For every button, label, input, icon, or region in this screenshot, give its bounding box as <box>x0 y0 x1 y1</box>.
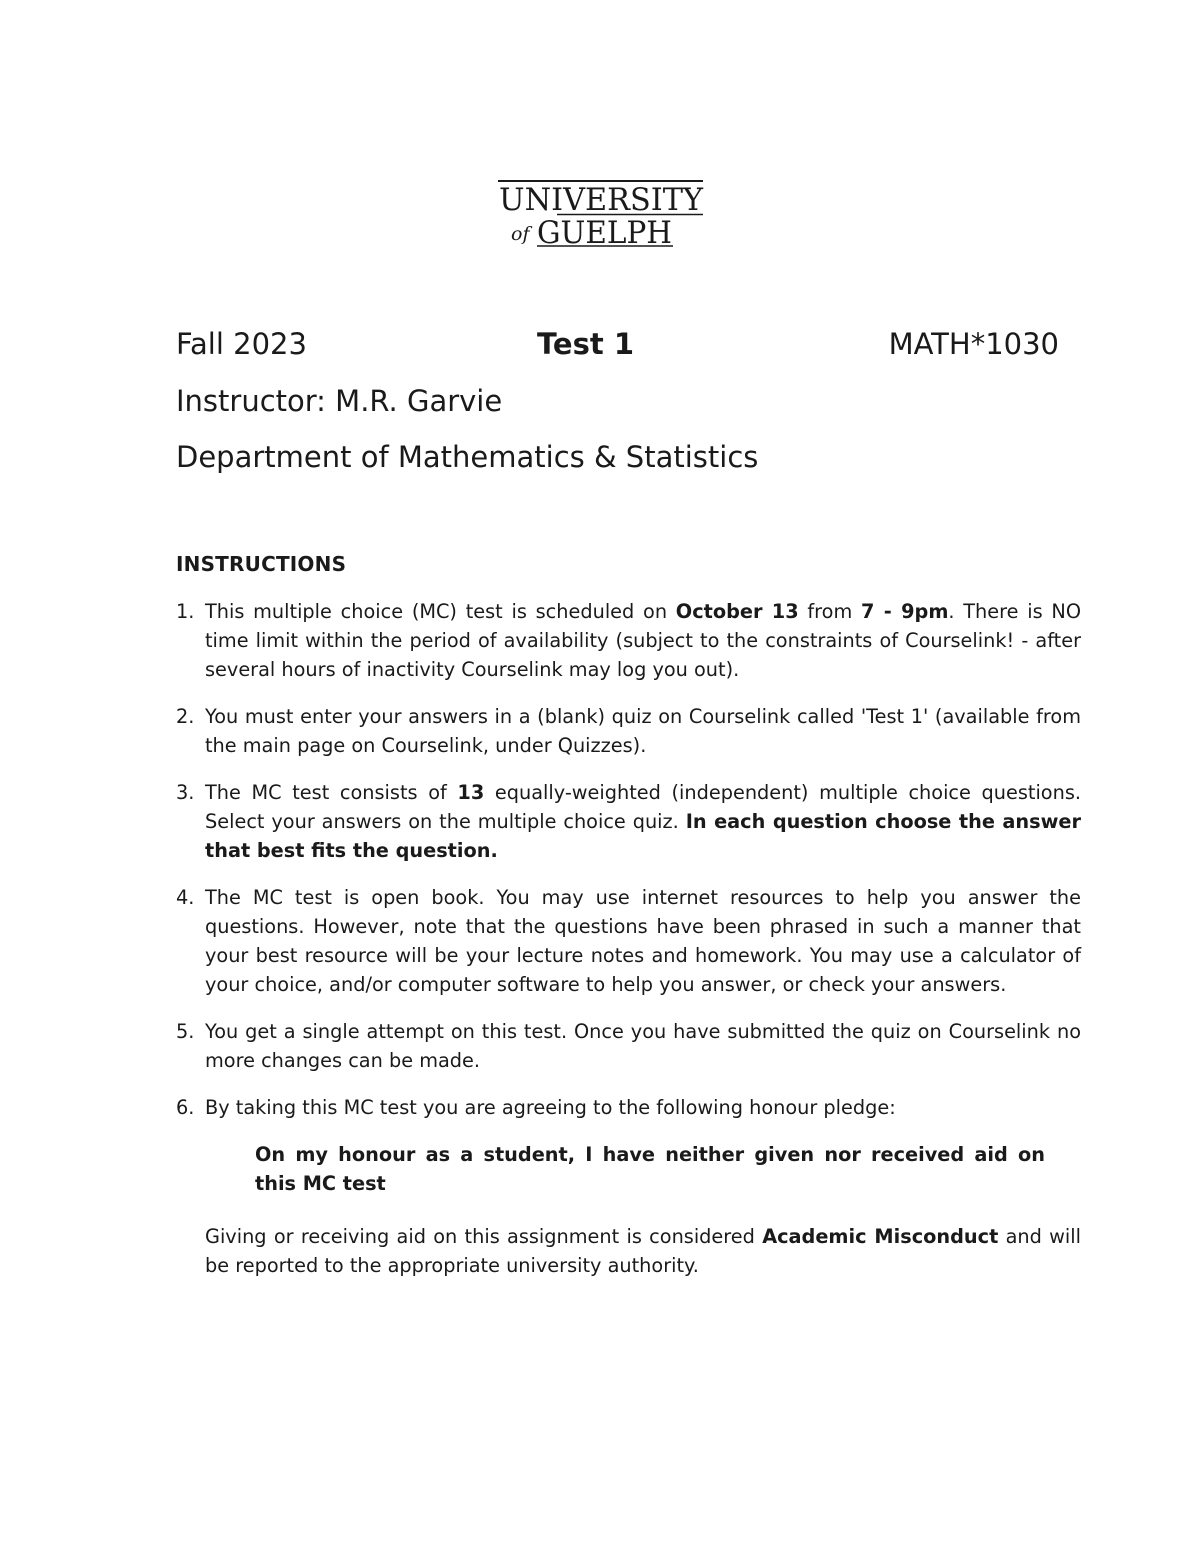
term-label: Fall 2023 <box>176 327 307 361</box>
instruction-item-3 <box>176 778 1081 865</box>
item-number: 5. <box>176 1020 195 1043</box>
course-code: MATH*1030 <box>888 327 1059 361</box>
item-text: This multiple choice (MC) test is scheduled on <box>205 600 676 623</box>
notice-text: Giving or receiving aid on this assignment is considered <box>205 1225 763 1248</box>
item-date-bold: October 13 <box>675 600 799 623</box>
svg-text:of: of <box>511 223 530 245</box>
instructions-heading: INSTRUCTIONS <box>176 552 347 576</box>
test-title: Test 1 <box>537 327 634 361</box>
item-text: equally-weighted (independent) multiple choice questions. Select your answers on the multiple choice quiz. <box>205 781 1081 833</box>
instructor-line: Instructor: M.R. Garvie <box>176 384 503 418</box>
instruction-item-2 <box>176 702 1081 760</box>
department-line: Department of Mathematics & Statistics <box>176 440 759 474</box>
instruction-item-1 <box>176 597 1081 684</box>
item-text: . There is NO time limit within the period of availability (subject to the constraints of Courselink! - after several hours of inactivity Courselink may log you out). <box>205 600 1082 681</box>
university-logo-graphic <box>497 178 707 248</box>
item-text: By taking this MC test you are agreeing to the following honour pledge: <box>205 1096 896 1119</box>
instruction-item-5 <box>176 1017 1081 1075</box>
item-text: You must enter your answers in a (blank) quiz on Courselink called 'Test 1' (available from the main page on Courselink, under Quizzes). <box>205 705 1081 757</box>
item-number: 4. <box>176 886 195 909</box>
honour-pledge: On my honour as a student, I have neither given nor received aid on this MC test <box>255 1143 1045 1195</box>
item-number: 3. <box>176 781 195 804</box>
item-text: The MC test is open book. You may use internet resources to help you answer the questions. However, note that the questions have been phrased in such a manner that your best resource will be your lecture notes and homework. You may use a calculator of your choice, and/or computer software to help you answer, or check your answers. <box>205 886 1081 996</box>
item-emphasis-bold: In each question choose the answer that best fits the question. <box>205 810 1082 862</box>
university-logo <box>497 178 707 248</box>
item-text: from <box>798 600 862 623</box>
item-text: The MC test consists of <box>205 781 458 804</box>
item-number: 6. <box>176 1096 195 1119</box>
instruction-item-6 <box>176 1093 1081 1280</box>
svg-text:GUELPH: GUELPH <box>537 215 672 248</box>
instructions-list <box>176 597 1081 1280</box>
instruction-item-4 <box>176 883 1081 999</box>
item-number: 2. <box>176 705 195 728</box>
misconduct-notice <box>205 1222 1081 1280</box>
item-time-bold: 7 - 9pm <box>861 600 949 623</box>
notice-text: and will be reported to the appropriate university authority. <box>205 1225 1081 1277</box>
item-count-bold: 13 <box>457 781 485 804</box>
item-number: 1. <box>176 600 195 623</box>
svg-text:UNIVERSITY: UNIVERSITY <box>499 182 704 218</box>
item-text: You get a single attempt on this test. Once you have submitted the quiz on Courselink no more changes can be made. <box>205 1020 1081 1072</box>
academic-misconduct-bold: Academic Misconduct <box>762 1225 999 1248</box>
